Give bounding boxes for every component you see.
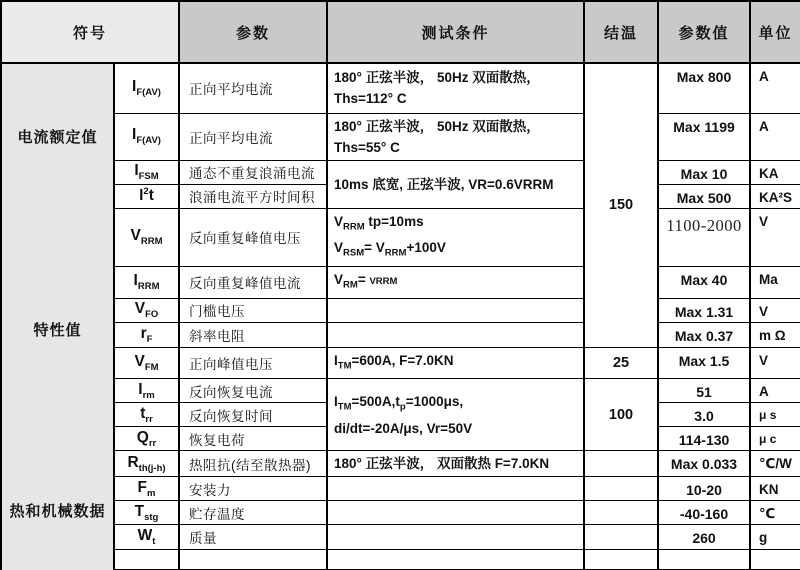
parameter-cell: 浪涌电流平方时间积 — [179, 184, 327, 208]
condition-cell-empty — [327, 298, 584, 322]
unit-cell: V — [750, 208, 800, 266]
condition-cell: 180° 正弦半波， 50Hz 双面散热， Ths=55° C — [327, 113, 584, 160]
table-row — [1, 451, 800, 477]
parameter-cell: 恢复电荷 — [179, 427, 327, 451]
unit-cell: Ma — [750, 266, 800, 298]
group-cell-characteristics: 特性值 — [1, 208, 114, 451]
value-cell: 114-130 — [658, 427, 750, 451]
symbol-cell: $V_{FM}$ — [114, 347, 179, 379]
table-row — [1, 63, 800, 113]
group-cell-current-ratings: 电流额定值 — [1, 63, 114, 208]
value-cell: 3.0 — [658, 403, 750, 427]
condition-cell: $V_{RRM}$ tp=10ms $V_{RSM}= V_{RRM}+100V$ — [327, 208, 584, 266]
value-cell: Max 40 — [658, 266, 750, 298]
value-cell-empty — [658, 550, 750, 570]
unit-cell: m Ω — [750, 322, 800, 347]
junction-temp-cell: 25 — [584, 347, 658, 379]
unit-cell: ℃/W — [750, 451, 800, 477]
header-parameter-value: 参数值 — [658, 1, 750, 63]
table-row — [1, 501, 800, 525]
unit-cell: A — [750, 379, 800, 403]
table-row — [1, 208, 800, 266]
junction-temp-cell-empty — [584, 501, 658, 525]
condition-cell-empty — [327, 477, 584, 501]
junction-temp-cell-empty — [584, 525, 658, 550]
parameter-cell: 反向重复峰值电流 — [179, 266, 327, 298]
condition-cell-empty — [327, 322, 584, 347]
unit-cell: μ c — [750, 427, 800, 451]
junction-temp-cell-empty — [584, 477, 658, 501]
header-test-condition: 测试条件 — [327, 1, 584, 63]
unit-cell: KN — [750, 477, 800, 501]
symbol-cell: $R_{th(j-h)}$ — [114, 451, 179, 477]
table-row — [1, 347, 800, 379]
header-parameter: 参数 — [179, 1, 327, 63]
parameter-cell: 斜率电阻 — [179, 322, 327, 347]
symbol-cell: $W_t$ — [114, 525, 179, 550]
table-row — [1, 266, 800, 298]
parameter-cell: 反向恢复时间 — [179, 403, 327, 427]
symbol-cell: $V_{FO}$ — [114, 298, 179, 322]
header-unit: 单位 — [750, 1, 800, 63]
parameter-cell-empty — [179, 550, 327, 570]
unit-cell: KA²S — [750, 184, 800, 208]
parameter-cell: 热阻抗(结至散热器) — [179, 451, 327, 477]
parameter-cell: 安装力 — [179, 477, 327, 501]
value-cell: Max 500 — [658, 184, 750, 208]
symbol-cell: $T_{stg}$ — [114, 501, 179, 525]
table-row-partial — [1, 550, 800, 570]
symbol-cell: $r_F$ — [114, 322, 179, 347]
value-cell: 1100-2000 — [658, 208, 750, 266]
value-cell: Max 800 — [658, 63, 750, 113]
unit-cell: ℃ — [750, 501, 800, 525]
header-row — [1, 1, 800, 63]
unit-cell: KA — [750, 160, 800, 184]
value-cell: Max 0.033 — [658, 451, 750, 477]
symbol-cell: $I_{F(AV)}$ — [114, 63, 179, 113]
value-cell: 260 — [658, 525, 750, 550]
value-cell: 51 — [658, 379, 750, 403]
value-cell: 10-20 — [658, 477, 750, 501]
value-cell: Max 1.31 — [658, 298, 750, 322]
unit-cell: A — [750, 63, 800, 113]
unit-cell: A — [750, 113, 800, 160]
junction-temp-cell-empty — [584, 451, 658, 477]
condition-cell: 10ms 底宽, 正弦半波, VR=0.6VRRM — [327, 160, 584, 208]
condition-cell: 180° 正弦半波， 50Hz 双面散热， Ths=112° C — [327, 63, 584, 113]
junction-temp-cell: 100 — [584, 379, 658, 451]
condition-cell: $I_{TM}=600A$, F=7.0KN — [327, 347, 584, 379]
symbol-cell: $I_{RRM}$ — [114, 266, 179, 298]
symbol-cell: $I_{rm}$ — [114, 379, 179, 403]
symbol-cell: $F_m$ — [114, 477, 179, 501]
value-cell: -40-160 — [658, 501, 750, 525]
unit-cell: V — [750, 298, 800, 322]
parameter-cell: 正向峰值电压 — [179, 347, 327, 379]
value-cell: Max 0.37 — [658, 322, 750, 347]
unit-cell: g — [750, 525, 800, 550]
condition-cell: $I_{TM}=500A,t_p=1000\mu s$, di/dt=-20A/μs, Vr=50V — [327, 379, 584, 451]
table-row — [1, 160, 800, 184]
unit-cell: μ s — [750, 403, 800, 427]
value-cell: Max 1.5 — [658, 347, 750, 379]
condition-cell-empty — [327, 501, 584, 525]
parameter-cell: 通态不重复浪涌电流 — [179, 160, 327, 184]
table-row — [1, 477, 800, 501]
condition-cell-empty — [327, 525, 584, 550]
header-junction-temp: 结温 — [584, 1, 658, 63]
symbol-cell: $V_{RRM}$ — [114, 208, 179, 266]
table-row — [1, 298, 800, 322]
parameter-cell: 反向恢复电流 — [179, 379, 327, 403]
unit-cell-empty — [750, 550, 800, 570]
header-symbol: 符号 — [1, 1, 179, 63]
unit-cell: V — [750, 347, 800, 379]
condition-cell: 180° 正弦半波， 双面散热 F=7.0KN — [327, 451, 584, 477]
table-row — [1, 379, 800, 403]
table-row — [1, 525, 800, 550]
condition-cell: $V_{RM}=$ VRRM — [327, 266, 584, 298]
symbol-cell: $I_{F(AV)}$ — [114, 113, 179, 160]
symbol-cell-empty — [114, 550, 179, 570]
value-cell: Max 1199 — [658, 113, 750, 160]
parameter-cell: 反向重复峰值电压 — [179, 208, 327, 266]
symbol-cell: $t_{rr}$ — [114, 403, 179, 427]
symbol-cell: $I^2t$ — [114, 184, 179, 208]
parameter-cell: 质量 — [179, 525, 327, 550]
symbol-cell: $Q_{rr}$ — [114, 427, 179, 451]
parameter-cell: 门槛电压 — [179, 298, 327, 322]
value-cell: Max 10 — [658, 160, 750, 184]
parameter-cell: 正向平均电流 — [179, 113, 327, 160]
symbol-cell: $I_{FSM}$ — [114, 160, 179, 184]
table-row — [1, 113, 800, 160]
parameter-cell: 贮存温度 — [179, 501, 327, 525]
junction-temp-cell: 150 — [584, 63, 658, 347]
junction-temp-cell-empty — [584, 550, 658, 570]
condition-cell-empty — [327, 550, 584, 570]
group-cell-thermal-mechanical: 热和机械数据 — [1, 451, 114, 570]
table-row — [1, 322, 800, 347]
parameter-cell: 正向平均电流 — [179, 63, 327, 113]
